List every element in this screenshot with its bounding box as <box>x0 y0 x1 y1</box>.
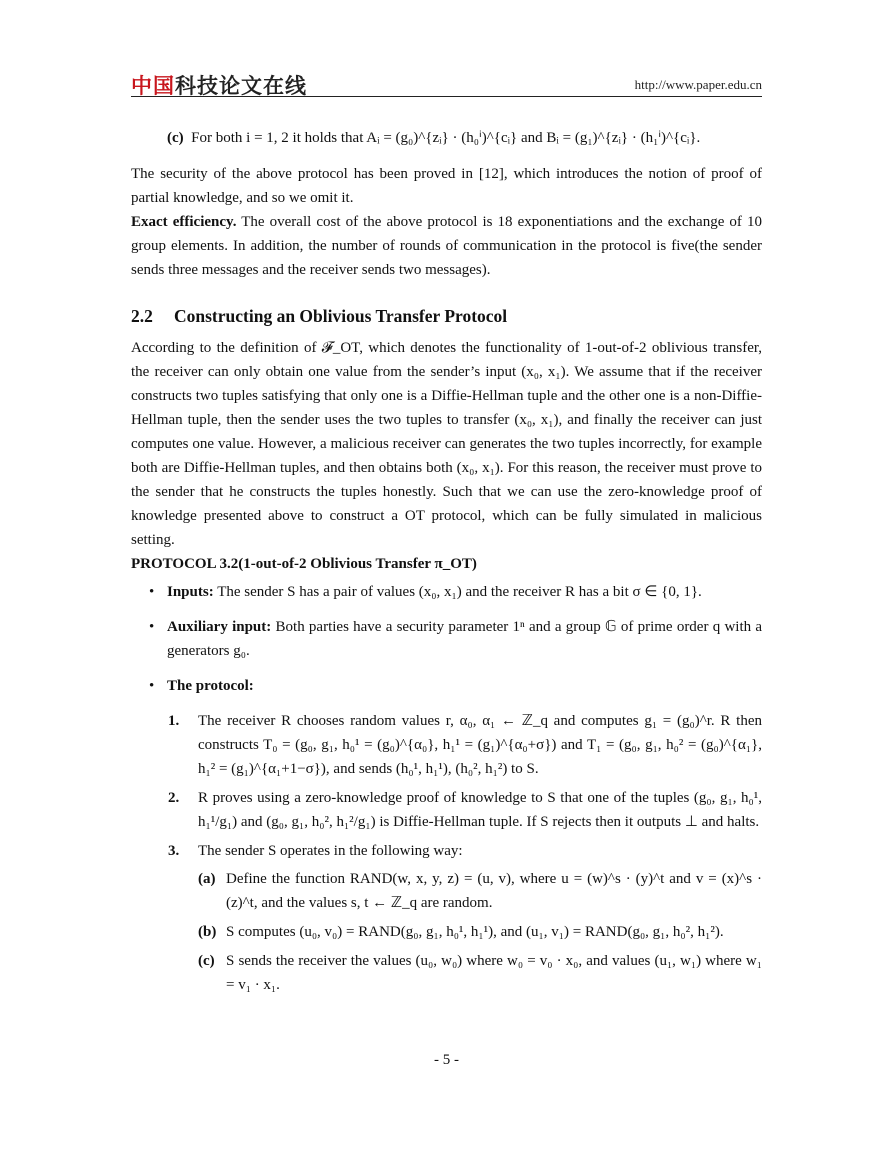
exact-efficiency-paragraph <box>131 210 762 282</box>
aux-text: Both parties have a security parameter 1ⁿ and a group 𝔾 of prime order q with a generators g₀. <box>167 619 763 659</box>
bullet-auxiliary-input <box>131 615 762 663</box>
header-url[interactable]: http://www.paper.edu.cn <box>634 77 762 92</box>
substep-a-text: Define the function RAND(w, x, y, z) = (u, v), where u = (w)^s · (y)^t and v = (x)^s · (z)^t, and the values s, t ← ℤ_q are random. <box>226 871 762 911</box>
page-content <box>131 126 762 1002</box>
section-number: 2.2 <box>131 306 153 326</box>
step-3-substeps <box>198 867 762 997</box>
protocol-label: The protocol: <box>167 678 254 694</box>
substep-a-label: (a) <box>198 871 216 887</box>
logo-dark-text: 科技论文在线 <box>175 74 307 98</box>
bullet-dot: • <box>149 678 155 694</box>
bullet-the-protocol <box>131 674 762 698</box>
bullet-dot: • <box>149 619 155 635</box>
step-1-text: The receiver R chooses random values r, α₀, α₁ ← ℤ_q and computes g₁ = (g₀)^r. R then constructs T₀ = (g₀, g₁, h₀¹ = (g₀)^{α₀}, h₁¹ = (g₁)^{α₀+σ}) and T₁ = (g₀, g₁, h₀² = (g₀)^{α₁}, h₁² = (g₁)^{α₁+1−σ}), and sends (h₀¹, h₁¹), (h₀², h₁²) to S. <box>198 713 762 777</box>
substep-c <box>198 949 762 997</box>
step-1-number: 1. <box>168 713 180 729</box>
substep-a <box>198 867 762 915</box>
step-3 <box>131 839 762 997</box>
site-logo <box>131 70 307 100</box>
protocol-title: PROTOCOL 3.2(1-out-of-2 Oblivious Transfer π_OT) <box>131 556 477 572</box>
step-2 <box>131 786 762 834</box>
substep-b-label: (b) <box>198 924 217 940</box>
step-3-number: 3. <box>168 843 180 859</box>
protocol-steps <box>131 709 762 997</box>
item-c-top-label: (c) <box>167 130 184 146</box>
step-1 <box>131 709 762 781</box>
step-2-text: R proves using a zero-knowledge proof of knowledge to S that one of the tuples (g₀, g₁, h₀¹, h₁¹/g₁) and (g₀, g₁, h₀², h₁²/g₁) is Diffie-Hellman tuple. If S rejects then it outputs ⊥ and halts. <box>198 790 762 830</box>
substep-c-text: S sends the receiver the values (u₀, w₀) where w₀ = v₀ · x₀, and values (u₁, w₁) where w₁ = v₁ · x₁. <box>226 953 762 993</box>
bullet-inputs <box>131 580 762 604</box>
page-header <box>131 68 762 97</box>
page-number: - 5 - <box>434 1052 459 1068</box>
section-title: Constructing an Oblivious Transfer Protocol <box>174 306 508 326</box>
aux-label: Auxiliary input: <box>167 619 272 635</box>
protocol-bullets <box>131 580 762 698</box>
step-3-text: The sender S operates in the following way: <box>198 843 463 859</box>
substep-c-label: (c) <box>198 953 215 969</box>
logo-red-text: 中国 <box>131 74 175 98</box>
section-heading <box>131 304 762 328</box>
substep-b <box>198 920 762 944</box>
exact-efficiency-text: The overall cost of the above protocol is 18 exponentiations and the exchange of 10 group elements. In addition, the number of rounds of communication in the protocol is five(the sender sends three messages and the receiver sends two messages). <box>131 214 762 278</box>
bullet-dot: • <box>149 584 155 600</box>
exact-efficiency-label: Exact efficiency. <box>131 214 237 230</box>
inputs-text: The sender S has a pair of values (x₀, x₁) and the receiver R has a bit σ ∈ {0, 1}. <box>217 584 702 600</box>
item-c-top-text: For both i = 1, 2 it holds that Aᵢ = (g₀)^{zᵢ} · (h₀ⁱ)^{cᵢ} and Bᵢ = (g₁)^{zᵢ} · (h₁ⁱ)^{cᵢ}. <box>191 130 701 146</box>
item-c-top <box>131 126 762 150</box>
section-paragraph: According to the definition of 𝓕_OT, which denotes the functionality of 1-out-of-2 oblivious transfer, the receiver can only obtain one value from the sender’s input (x₀, x₁). We assume that if the receiver constructs two tuples satisfying that only one is a Diffie-Hellman tuple and the other one is a non-Diffie-Hellman tuple, then the sender uses the two tuples to transfer (x₀, x₁), and finally the receiver can just computes one value. However, a malicious receiver can generates the two tuples incorrectly, for example both are Diffie-Hellman tuples, and then obtains both (x₀, x₁). For this reason, the receiver must prove to the sender that he constructs the tuples honestly. Such that we can use the zero-knowledge proof of knowledge presented above to construct a OT protocol, which can be fully simulated in malicious setting. <box>131 340 762 548</box>
inputs-label: Inputs: <box>167 584 214 600</box>
step-2-number: 2. <box>168 790 180 806</box>
security-paragraph: The security of the above protocol has been proved in [12], which introduces the notion of proof of partial knowledge, and so we omit it. <box>131 166 762 206</box>
substep-b-text: S computes (u₀, v₀) = RAND(g₀, g₁, h₀¹, h₁¹), and (u₁, v₁) = RAND(g₀, g₁, h₀², h₁²). <box>226 924 724 940</box>
